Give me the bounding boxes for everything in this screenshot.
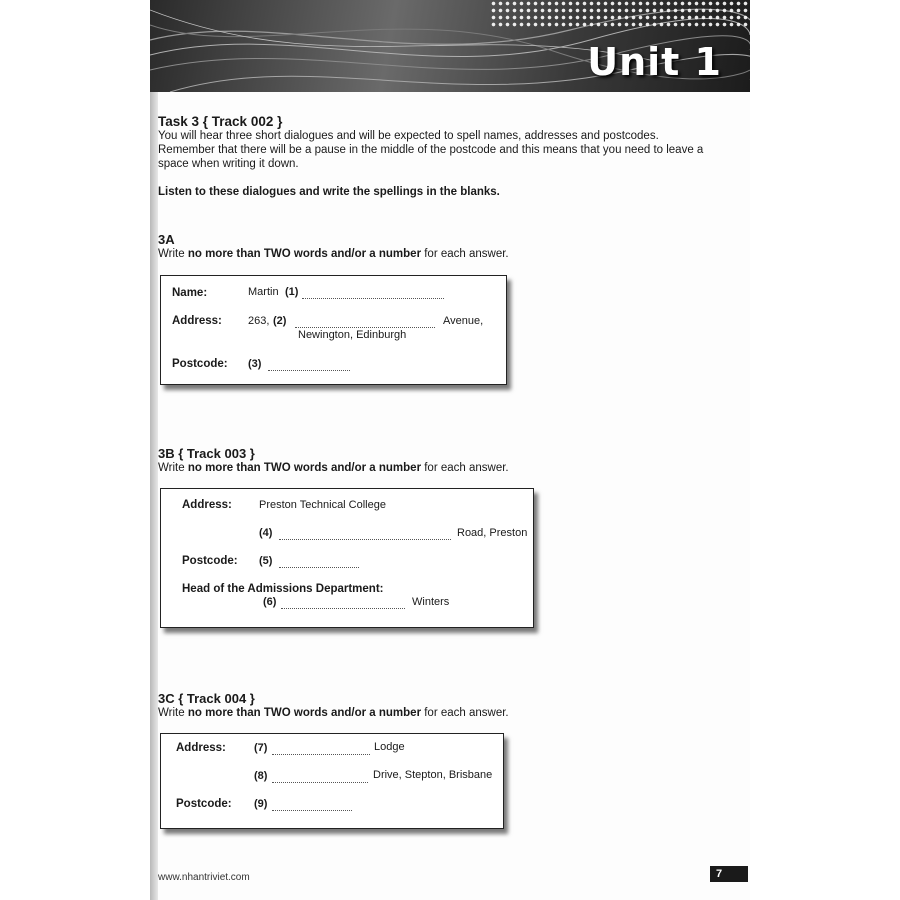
address-prefix: 263, — [248, 315, 270, 327]
intro-line: Remember that there will be a pause in the middle of the postcode and this means that you need to leave a — [158, 144, 704, 156]
answer-blank-8[interactable] — [272, 770, 368, 783]
section-3a-header — [158, 233, 509, 261]
surname-suffix: Winters — [412, 596, 450, 608]
answer-blank-1[interactable] — [302, 286, 444, 299]
section-3a-heading: 3A — [158, 232, 175, 247]
header-banner — [150, 0, 750, 92]
section-3c-form — [160, 733, 504, 829]
page-spine-shadow — [150, 0, 158, 900]
answer-blank-4[interactable] — [279, 527, 451, 540]
name-prefix: Martin — [248, 286, 279, 298]
question-number-5: (5) — [259, 555, 273, 567]
section-3c-header — [158, 692, 509, 720]
unit-title: Unit 1 — [587, 40, 722, 84]
section-3b-form — [160, 488, 534, 628]
footer-website[interactable]: www.nhantriviet.com — [158, 872, 250, 883]
address-suffix: Avenue, — [443, 315, 484, 327]
lodge-suffix: Lodge — [374, 741, 405, 753]
answer-instruction: Write no more than TWO words and/or a number for each answer. — [158, 462, 509, 474]
answer-blank-2[interactable] — [295, 315, 435, 328]
head-of-admissions-label: Head of the Admissions Department: — [182, 583, 384, 595]
question-number-9: (9) — [254, 798, 268, 810]
question-number-6: (6) — [263, 596, 277, 608]
name-label: Name: — [172, 287, 208, 299]
question-number-3: (3) — [248, 358, 262, 370]
address-label: Address: — [182, 499, 232, 511]
question-number-7: (7) — [254, 742, 268, 754]
dot-pattern-decoration — [490, 0, 750, 28]
address-line-2: Newington, Edinburgh — [298, 329, 407, 341]
drive-suffix: Drive, Stepton, Brisbane — [373, 769, 493, 781]
answer-instruction: Write no more than TWO words and/or a number for each answer. — [158, 707, 509, 719]
left-margin — [0, 0, 150, 900]
address-label: Address: — [172, 315, 222, 327]
address-line-1: Preston Technical College — [259, 499, 386, 511]
task-heading: Task 3 { Track 002 } — [158, 114, 283, 129]
postcode-label: Postcode: — [176, 798, 232, 810]
intro-line: You will hear three short dialogues and will be expected to spell names, addresses and postcodes. — [158, 130, 659, 142]
question-number-2: (2) — [273, 315, 287, 327]
intro-line: space when writing it down. — [158, 158, 299, 170]
postcode-label: Postcode: — [182, 555, 238, 567]
answer-blank-9[interactable] — [272, 798, 352, 811]
question-number-1: (1) — [285, 286, 299, 298]
task-instruction: Listen to these dialogues and write the spellings in the blanks. — [158, 186, 500, 198]
section-3c-heading: 3C { Track 004 } — [158, 691, 255, 706]
answer-blank-3[interactable] — [268, 358, 350, 371]
book-page — [150, 0, 750, 900]
address-label: Address: — [176, 742, 226, 754]
section-3a-form — [160, 275, 507, 385]
street-suffix: Road, Preston — [457, 527, 528, 539]
page-number: 7 — [710, 866, 748, 882]
section-3b-header — [158, 447, 509, 475]
answer-blank-6[interactable] — [281, 596, 405, 609]
right-margin — [750, 0, 900, 900]
section-3b-heading: 3B { Track 003 } — [158, 446, 255, 461]
postcode-label: Postcode: — [172, 358, 228, 370]
answer-blank-7[interactable] — [272, 742, 370, 755]
question-number-4: (4) — [259, 527, 273, 539]
answer-instruction: Write no more than TWO words and/or a number for each answer. — [158, 248, 509, 260]
question-number-8: (8) — [254, 770, 268, 782]
task-intro — [158, 115, 738, 199]
answer-blank-5[interactable] — [279, 555, 359, 568]
